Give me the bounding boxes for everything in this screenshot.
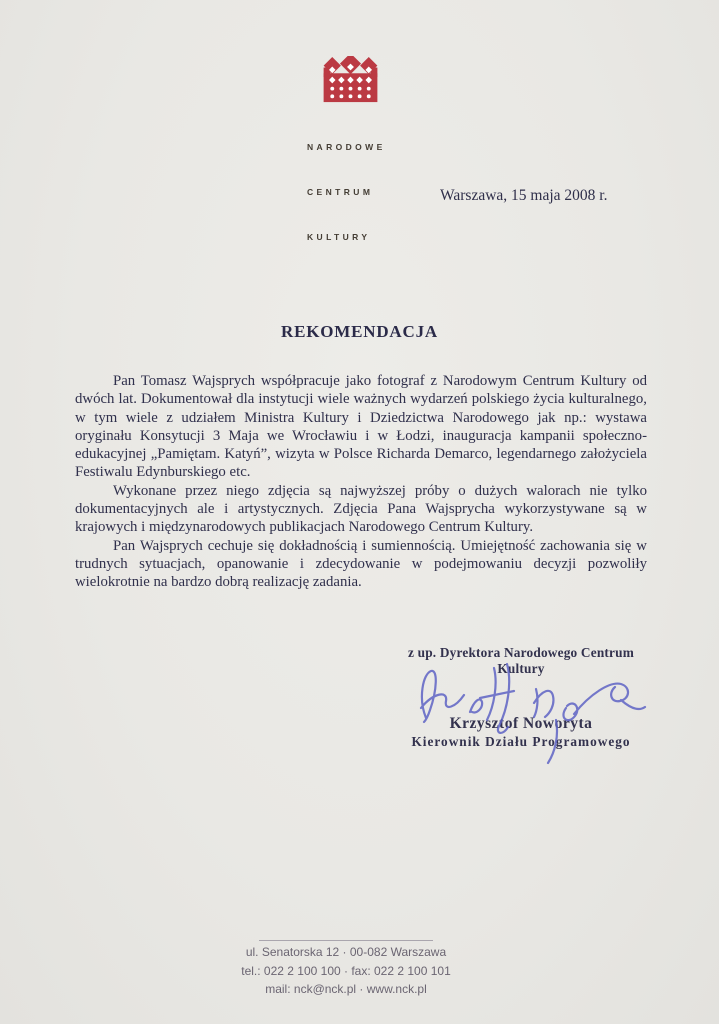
wordmark-line-3: KULTURY (307, 232, 371, 242)
handwritten-signature (408, 656, 658, 766)
letter-body (75, 372, 647, 592)
footer (160, 943, 532, 999)
paragraph-2: Wykonane przez niego zdjęcia są najwyższej próby o dużych walorach nie tylko dokumentacyjnych ale i artystycznych. Zdjęcia Pana Wajsprycha wykorzystywane są w krajowych i międzynarodowych publikacjach Narodowego Centrum Kultury. (75, 482, 647, 536)
paragraph-3: Pan Wajsprych cechuje się dokładnością i sumiennością. Umiejętność zachowania się w trudnych sytuacjach, opanowanie i zdecydowanie w podejmowaniu decyzji pozwoliły wielokrotnie na bardzo dobrą realizację zadania. (75, 537, 647, 591)
footer-mail-web: mail: nck@nck.pl · www.nck.pl (265, 982, 427, 996)
wordmark-line-1: NARODOWE (307, 142, 386, 152)
document-title: REKOMENDACJA (281, 322, 438, 341)
date-line: Warszawa, 15 maja 2008 r. (440, 187, 608, 204)
nck-wordmark (307, 110, 386, 275)
signature-pretext: z up. Dyrektora Narodowego Centrum Kultury (407, 645, 635, 676)
nck-crown-logo (322, 56, 379, 104)
paragraph-1: Pan Tomasz Wajsprych współpracuje jako fotograf z Narodowym Centrum Kultury od dwóch lat. Dokumentował dla instytucji wiele ważnych wydarzeń polskiego życia kulturalnego, w tym wiele z udziałem Ministra Kultury i Dziedzictwa Narodowego jak np.: wystawa oryginału Konsytucji 3 Maja we Wrocławiu i w Łodzi, inauguracja kampanii społeczno-edukacyjnej „Pamiętam. Katyń”, wizyta w Polsce Richarda Demarco, legendarnego założyciela Festiwalu Edynburskiego etc. (75, 373, 647, 481)
wordmark-line-2: CENTRUM (307, 187, 374, 197)
signer-name: Krzysztof Noworyta (449, 715, 593, 732)
footer-phone-fax: tel.: 022 2 100 100 · fax: 022 2 100 101 (241, 963, 451, 978)
signer-role: Kierownik Działu Programowego (411, 734, 631, 749)
footer-address: ul. Senatorska 12 · 00-082 Warszawa (245, 945, 447, 959)
footer-divider (259, 940, 433, 941)
